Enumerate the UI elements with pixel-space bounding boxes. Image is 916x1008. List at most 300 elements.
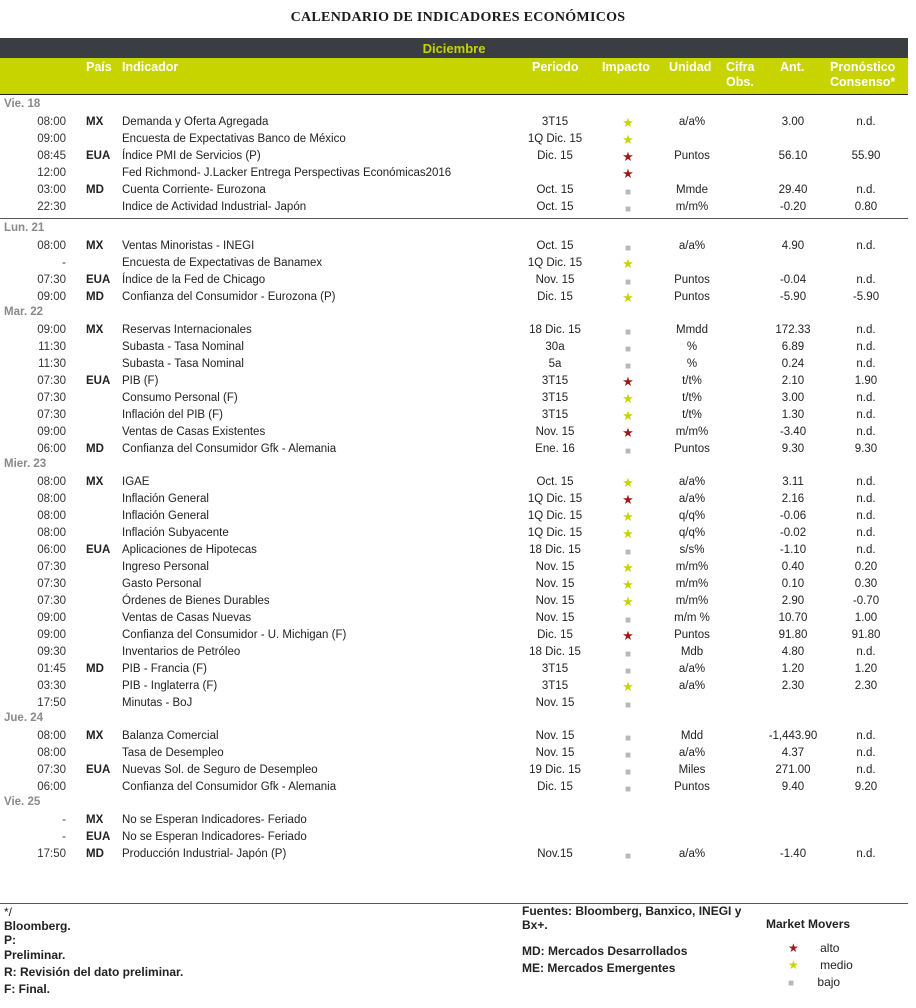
cell-indicador: Producción Industrial- Japón (P) (122, 848, 287, 860)
cell-periodo: 3T15 (541, 680, 569, 692)
cell-indicador: Balanza Comercial (122, 730, 219, 742)
header-pais: País (86, 60, 112, 74)
cell-pronostico: n.d. (856, 240, 876, 252)
cell-ant: 0.40 (781, 561, 805, 573)
cell-ant: 3.00 (781, 116, 805, 128)
cell-periodo: Nov. 15 (535, 561, 575, 573)
cell-pais: MX (86, 476, 104, 488)
cell-pronostico: n.d. (856, 747, 876, 759)
header-impacto: Impacto (602, 60, 650, 74)
cell-time: 09:30 (37, 646, 66, 658)
cell-indicador: Subasta - Tasa Nominal (122, 358, 244, 370)
cell-time: 09:00 (37, 612, 66, 624)
cell-indicador: PIB - Inglaterra (F) (122, 680, 218, 692)
low-impact-icon: ■ (624, 446, 632, 457)
legend-alto (788, 941, 839, 955)
cell-unidad: Puntos (674, 291, 710, 303)
cell-unidad: a/a% (678, 493, 706, 505)
cell-periodo: Nov. 15 (535, 595, 575, 607)
cell-time: 22:30 (37, 201, 66, 213)
cell-periodo: Nov. 15 (535, 697, 575, 709)
cell-time: 08:00 (37, 510, 66, 522)
cell-periodo: Nov. 15 (535, 730, 575, 742)
medium-impact-icon: ★ (622, 475, 634, 490)
cell-periodo: 18 Dic. 15 (529, 544, 581, 556)
cell-ant: -1,443.90 (768, 730, 818, 742)
cell-periodo: Oct. 15 (536, 476, 574, 488)
cell-unidad: a/a% (678, 747, 706, 759)
cell-unidad: Mmde (676, 184, 708, 196)
legend-label: alto (820, 941, 840, 955)
cell-pronostico: n.d. (856, 116, 876, 128)
note-line: F: Final. (4, 982, 50, 996)
cell-unidad: t/t% (682, 375, 702, 387)
day-label: Lun. 21 (4, 222, 45, 234)
page-title: CALENDARIO DE INDICADORES ECONÓMICOS (290, 10, 626, 25)
low-impact-icon: ■ (624, 750, 632, 761)
cell-time: 07:30 (37, 392, 66, 404)
low-impact-icon: ■ (624, 649, 632, 660)
cell-pronostico: n.d. (856, 510, 876, 522)
cell-ant: 172.33 (775, 324, 811, 336)
cell-time: 09:00 (37, 291, 66, 303)
cell-periodo: Dic. 15 (537, 150, 573, 162)
cell-unidad: Puntos (674, 629, 710, 641)
cell-unidad: a/a% (678, 663, 706, 675)
cell-pronostico: n.d. (856, 476, 876, 488)
high-impact-icon: ★ (622, 628, 634, 643)
cell-periodo: Oct. 15 (536, 201, 574, 213)
note-line: Bloomberg. (4, 919, 71, 933)
cell-time: 11:30 (38, 341, 66, 353)
cell-ant: 1.30 (781, 409, 805, 421)
table-row (0, 114, 908, 131)
cell-impacto (608, 407, 648, 424)
cell-ant: 0.24 (781, 358, 805, 370)
cell-periodo: 1Q Dic. 15 (527, 257, 583, 269)
cell-ant: -5.90 (779, 291, 807, 303)
legend-label: medio (820, 958, 853, 972)
cell-indicador: Inflación del PIB (F) (122, 409, 223, 421)
high-impact-icon: ★ (622, 166, 634, 181)
cell-time: 07:30 (37, 409, 66, 421)
cell-time: 07:30 (37, 595, 66, 607)
table-row (0, 779, 908, 796)
table-row (0, 199, 908, 216)
cell-periodo: 19 Dic. 15 (529, 764, 581, 776)
cell-impacto (608, 289, 648, 306)
cell-time: 11:30 (38, 358, 66, 370)
table-row (0, 846, 908, 863)
table-row (0, 407, 908, 424)
cell-time: 09:00 (37, 426, 66, 438)
cell-indicador: Inflación Subyacente (122, 527, 229, 539)
cell-periodo: Nov.15 (537, 848, 573, 860)
cell-time: 08:00 (37, 527, 66, 539)
cell-ant: -0.06 (779, 510, 807, 522)
cell-indicador: Minutas - BoJ (122, 697, 193, 709)
cell-indicador: No se Esperan Indicadores- Feriado (122, 814, 307, 826)
cell-indicador: Confianza del Consumidor Gfk - Alemania (122, 443, 337, 455)
cell-indicador: Confianza del Consumidor Gfk - Alemania (122, 781, 337, 793)
cell-pronostico: 0.80 (854, 201, 878, 213)
cell-unidad: m/m% (675, 578, 709, 590)
cell-indicador: Reservas Internacionales (122, 324, 252, 336)
cell-pronostico: 1.00 (854, 612, 878, 624)
cell-unidad: m/m% (675, 561, 709, 573)
cell-unidad: t/t% (682, 409, 702, 421)
cell-periodo: Nov. 15 (535, 612, 575, 624)
table-row (0, 593, 908, 610)
cell-impacto (608, 559, 648, 576)
cell-unidad: t/t% (682, 392, 702, 404)
cell-unidad: Mdd (680, 730, 704, 742)
header-cifra-obs: Cifra Obs. (726, 60, 755, 89)
cell-pronostico: n.d. (856, 324, 876, 336)
cell-unidad: a/a% (678, 680, 706, 692)
cell-impacto (608, 525, 648, 542)
medium-impact-icon: ★ (622, 408, 634, 423)
table-row (0, 542, 908, 559)
cell-ant: 9.30 (781, 443, 805, 455)
cell-time: 08:00 (37, 116, 66, 128)
cell-unidad: m/m % (674, 612, 710, 624)
high-impact-icon: ★ (622, 149, 634, 164)
cell-unidad: Puntos (674, 274, 710, 286)
cell-impacto (608, 373, 648, 390)
medium-impact-icon: ★ (622, 256, 634, 271)
medium-impact-icon: ★ (622, 115, 634, 130)
cell-pais: MD (86, 663, 104, 675)
cell-ant: -0.02 (779, 527, 807, 539)
footer-notes (4, 905, 244, 996)
medium-impact-icon: ★ (622, 560, 634, 575)
cell-pronostico: 2.30 (854, 680, 878, 692)
cell-ant: -1.10 (779, 544, 807, 556)
cell-impacto (608, 779, 648, 798)
cell-pronostico: n.d. (856, 848, 876, 860)
cell-pais: EUA (86, 831, 111, 843)
cell-periodo: Dic. 15 (537, 291, 573, 303)
low-impact-icon: ■ (624, 615, 632, 626)
cell-time: 09:00 (37, 324, 66, 336)
header-pronostico: Pronóstico Consenso* (830, 60, 896, 89)
table-row (0, 339, 908, 356)
cell-unidad: Puntos (674, 443, 710, 455)
table-row (0, 728, 908, 745)
cell-indicador: Consumo Personal (F) (122, 392, 238, 404)
medium-impact-icon: ★ (622, 577, 634, 592)
cell-time: 07:30 (37, 561, 66, 573)
cell-periodo: 18 Dic. 15 (529, 646, 581, 658)
cell-impacto (608, 593, 648, 610)
cell-pronostico: n.d. (856, 764, 876, 776)
cell-periodo: 1Q Dic. 15 (527, 133, 583, 145)
table-row (0, 745, 908, 762)
cell-ant: 2.30 (781, 680, 805, 692)
note-line: */ (4, 905, 13, 919)
header-unidad: Unidad (669, 60, 712, 74)
header-indicador: Indicador (122, 60, 179, 74)
low-impact-icon: ■ (624, 733, 632, 744)
cell-periodo: Nov. 15 (535, 578, 575, 590)
cell-pais: MX (86, 240, 104, 252)
cell-time: 07:30 (37, 764, 66, 776)
medium-impact-icon: ★ (622, 679, 634, 694)
cell-pronostico: n.d. (856, 392, 876, 404)
cell-pronostico: 91.80 (851, 629, 881, 641)
low-impact-icon: ■ (624, 243, 632, 254)
cell-indicador: Ventas de Casas Nuevas (122, 612, 252, 624)
cell-ant: -0.20 (779, 201, 807, 213)
cell-pais: EUA (86, 375, 111, 387)
cell-unidad: m/m% (675, 426, 709, 438)
cell-impacto (608, 491, 648, 508)
cell-pronostico: n.d. (856, 646, 876, 658)
low-impact-icon: ■ (624, 784, 632, 795)
cell-impacto (608, 846, 648, 865)
cell-unidad: % (686, 358, 698, 370)
cell-ant: 4.80 (781, 646, 805, 658)
cell-pais: EUA (86, 764, 111, 776)
cell-periodo: Dic. 15 (537, 629, 573, 641)
cell-ant: 29.40 (778, 184, 808, 196)
low-impact-icon: ■ (624, 187, 632, 198)
cell-time: 09:00 (37, 133, 66, 145)
footer-me: ME: Mercados Emergentes (522, 961, 676, 975)
cell-indicador: Ventas Minoristas - INEGI (122, 240, 255, 252)
medium-impact-icon: ★ (622, 391, 634, 406)
table-row (0, 272, 908, 289)
low-impact-icon: ■ (788, 978, 795, 989)
cell-pronostico: 9.20 (854, 781, 878, 793)
high-impact-icon: ★ (622, 374, 634, 389)
month-label: Diciembre (422, 41, 486, 56)
cell-time: 06:00 (37, 544, 66, 556)
cell-impacto (608, 441, 648, 460)
cell-indicador: Cuenta Corriente- Eurozona (122, 184, 266, 196)
cell-indicador: No se Esperan Indicadores- Feriado (122, 831, 307, 843)
cell-pronostico: n.d. (856, 358, 876, 370)
legend-medio (788, 958, 853, 972)
cell-time: 06:00 (37, 443, 66, 455)
cell-indicador: Inflación General (122, 493, 209, 505)
cell-pronostico: n.d. (856, 184, 876, 196)
cell-indicador: Nuevas Sol. de Seguro de Desempleo (122, 764, 318, 776)
cell-time: 07:30 (37, 578, 66, 590)
cell-indicador: Encuesta de Expectativas Banco de México (122, 133, 346, 145)
cell-ant: 2.90 (781, 595, 805, 607)
cell-periodo: Ene. 16 (535, 443, 575, 455)
cell-impacto (608, 165, 648, 182)
cell-impacto (608, 678, 648, 695)
cell-time: 12:00 (37, 167, 66, 179)
cell-pais: MD (86, 291, 104, 303)
cell-impacto (608, 576, 648, 593)
cell-pais: MX (86, 814, 104, 826)
cell-periodo: Oct. 15 (536, 184, 574, 196)
cell-time: 03:00 (37, 184, 66, 196)
cell-pronostico: 0.20 (854, 561, 878, 573)
table-row (0, 644, 908, 661)
month-bar (0, 38, 908, 58)
cell-unidad: s/s% (679, 544, 705, 556)
table-row (0, 238, 908, 255)
medium-impact-icon: ★ (622, 526, 634, 541)
cell-pronostico: -0.70 (852, 595, 880, 607)
cell-indicador: Tasa de Desempleo (122, 747, 224, 759)
note-line: Preliminar. (4, 948, 66, 962)
cell-indicador: Encuesta de Expectativas de Banamex (122, 257, 323, 269)
cell-periodo: 18 Dic. 15 (529, 324, 581, 336)
low-impact-icon: ■ (624, 327, 632, 338)
note-line: P: (4, 933, 16, 947)
cell-indicador: Gasto Personal (122, 578, 202, 590)
cell-time: 17:50 (37, 697, 66, 709)
cell-time: - (62, 257, 66, 269)
table-row (0, 255, 908, 272)
cell-pronostico: 0.30 (854, 578, 878, 590)
cell-impacto (608, 131, 648, 148)
cell-indicador: Índice PMI de Servicios (P) (122, 150, 261, 162)
cell-pronostico: -5.90 (852, 291, 880, 303)
footer-fuentes: Fuentes: Bloomberg, Banxico, INEGI y Bx+. (522, 904, 742, 932)
cell-impacto (608, 199, 648, 218)
cell-ant: 91.80 (778, 629, 808, 641)
table-row (0, 390, 908, 407)
cell-time: 08:00 (37, 730, 66, 742)
low-impact-icon: ■ (624, 361, 632, 372)
table-row (0, 762, 908, 779)
cell-unidad: Puntos (674, 150, 710, 162)
cell-ant: 4.90 (781, 240, 805, 252)
cell-ant: 1.20 (781, 663, 805, 675)
cell-pronostico: 1.20 (854, 663, 878, 675)
cell-periodo: Nov. 15 (535, 747, 575, 759)
cell-pais: MD (86, 848, 104, 860)
cell-impacto (608, 508, 648, 525)
high-impact-icon: ★ (622, 492, 634, 507)
cell-pais: MX (86, 730, 104, 742)
table-row (0, 610, 908, 627)
cell-time: 07:30 (37, 375, 66, 387)
cell-time: 08:00 (37, 476, 66, 488)
cell-ant: -1.40 (779, 848, 807, 860)
cell-time: 01:45 (37, 663, 66, 675)
cell-pais: EUA (86, 274, 111, 286)
cell-time: 07:30 (37, 274, 66, 286)
cell-periodo: 5a (548, 358, 562, 370)
day-label: Vie. 25 (4, 796, 41, 808)
cell-periodo: 30a (545, 341, 565, 353)
cell-unidad: q/q% (678, 510, 706, 522)
low-impact-icon: ■ (624, 851, 632, 862)
cell-indicador: Confianza del Consumidor - U. Michigan (F) (122, 629, 347, 641)
cell-indicador: PIB - Francia (F) (122, 663, 207, 675)
cell-ant: 10.70 (778, 612, 808, 624)
cell-unidad: a/a% (678, 240, 706, 252)
cell-pais: MX (86, 116, 104, 128)
high-impact-icon: ★ (788, 941, 799, 955)
table-row (0, 525, 908, 542)
cell-unidad: m/m% (675, 201, 709, 213)
cell-pronostico: n.d. (856, 527, 876, 539)
cell-pronostico: n.d. (856, 341, 876, 353)
cell-indicador: Índice de la Fed de Chicago (122, 274, 266, 286)
cell-ant: 0.10 (781, 578, 805, 590)
cell-pronostico: n.d. (856, 730, 876, 742)
cell-ant: 56.10 (778, 150, 808, 162)
footer-md: MD: Mercados Desarrollados (522, 944, 688, 958)
low-impact-icon: ■ (624, 277, 632, 288)
footer-divider (0, 903, 908, 904)
cell-time: 17:50 (37, 848, 66, 860)
cell-periodo: 1Q Dic. 15 (527, 510, 583, 522)
cell-ant: 6.89 (781, 341, 805, 353)
cell-pais: EUA (86, 544, 111, 556)
table-row (0, 441, 908, 458)
cell-time: 08:00 (37, 493, 66, 505)
legend-bajo (788, 975, 840, 989)
cell-ant: -3.40 (779, 426, 807, 438)
header-periodo: Periodo (532, 60, 579, 74)
cell-time: 08:00 (37, 240, 66, 252)
table-row (0, 829, 908, 846)
table-row (0, 424, 908, 441)
cell-periodo: 3T15 (541, 663, 569, 675)
cell-time: 08:45 (37, 150, 66, 162)
cell-time: 03:30 (37, 680, 66, 692)
medium-impact-icon: ★ (622, 290, 634, 305)
medium-impact-icon: ★ (788, 958, 799, 972)
cell-unidad: a/a% (678, 116, 706, 128)
table-row (0, 576, 908, 593)
table-row (0, 182, 908, 199)
cell-periodo: 1Q Dic. 15 (527, 493, 583, 505)
day-label: Jue. 24 (4, 712, 43, 724)
cell-unidad: m/m% (675, 595, 709, 607)
cell-indicador: Fed Richmond- J.Lacker Entrega Perspectivas Económicas2016 (122, 167, 452, 179)
cell-time: 06:00 (37, 781, 66, 793)
cell-ant: 9.40 (781, 781, 805, 793)
cell-pronostico: n.d. (856, 274, 876, 286)
low-impact-icon: ■ (624, 204, 632, 215)
cell-ant: 2.10 (781, 375, 805, 387)
cell-periodo: Nov. 15 (535, 274, 575, 286)
cell-ant: 3.11 (782, 476, 804, 488)
cell-unidad: Puntos (674, 781, 710, 793)
cell-pronostico: n.d. (856, 544, 876, 556)
market-movers-title: Market Movers (766, 917, 851, 931)
cell-indicador: Indice de Actividad Industrial- Japón (122, 201, 307, 213)
cell-pais: MX (86, 324, 104, 336)
table-row (0, 661, 908, 678)
cell-periodo: 3T15 (541, 392, 569, 404)
legend-label: bajo (817, 975, 841, 989)
cell-pronostico: 9.30 (854, 443, 878, 455)
table-row (0, 373, 908, 390)
cell-periodo: 1Q Dic. 15 (527, 527, 583, 539)
cell-ant: 271.00 (775, 764, 811, 776)
table-row (0, 165, 908, 182)
cell-impacto (608, 390, 648, 407)
cell-pais: MD (86, 184, 104, 196)
cell-impacto (608, 627, 648, 644)
cell-indicador: Demanda y Oferta Agregada (122, 116, 269, 128)
low-impact-icon: ■ (624, 666, 632, 677)
cell-periodo: 3T15 (541, 116, 569, 128)
table-row (0, 289, 908, 306)
